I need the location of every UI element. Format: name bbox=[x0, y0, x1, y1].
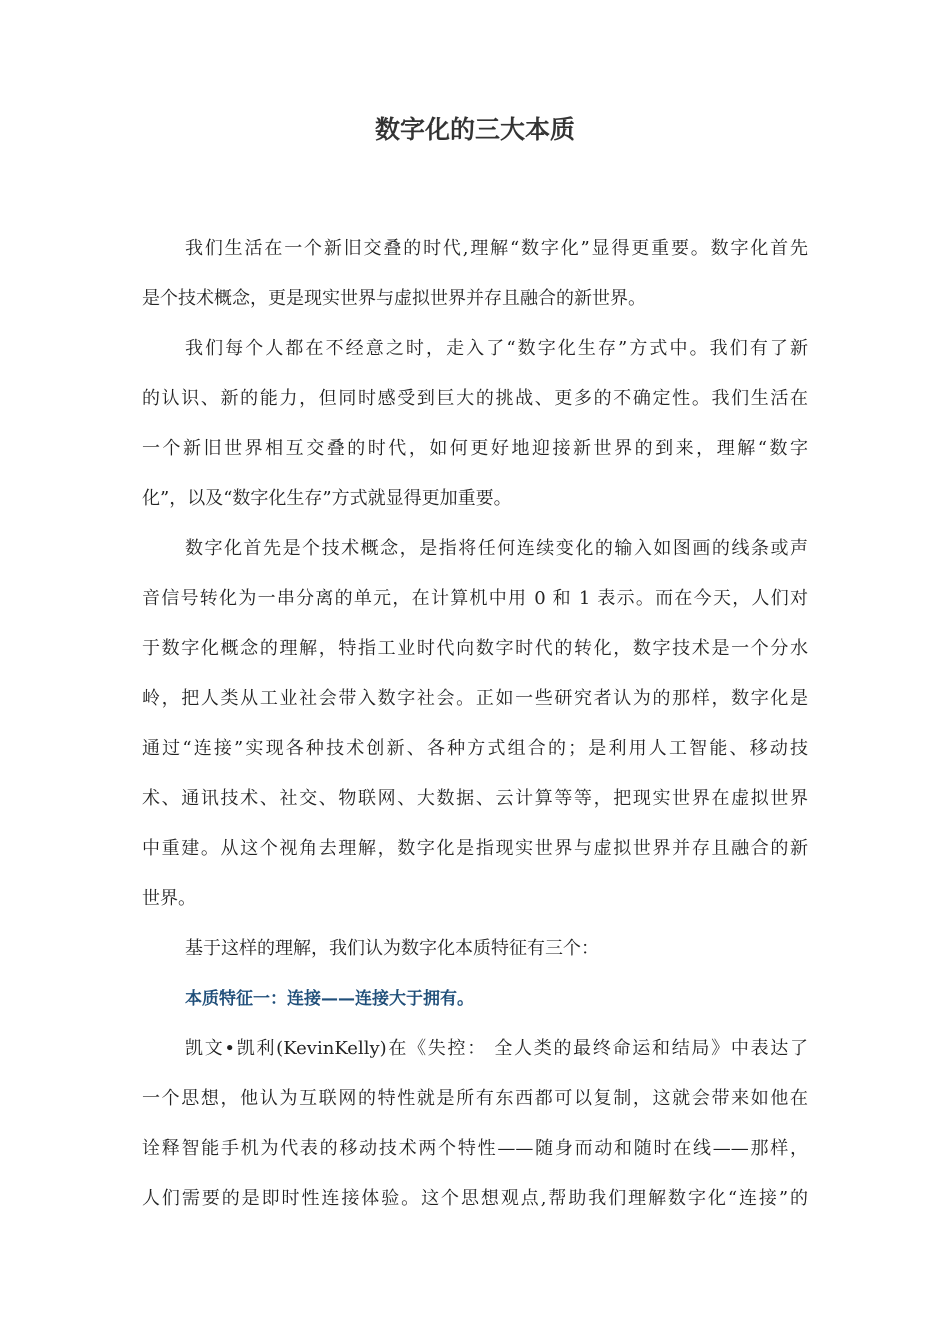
text-line: 是个技术概念，更是现实世界与虚拟世界并存且融合的新世界。 bbox=[142, 288, 646, 309]
text-line: 音信号转化为一串分离的单元，在计算机中用 0 和 1 表示。而在今天，人们对 bbox=[142, 588, 808, 609]
section-heading: 本质特征一：连接——连接大于拥有。 bbox=[185, 989, 474, 1009]
text-line: 人们需要的是即时性连接体验。这个思想观点,帮助我们理解数字化“连接”的 bbox=[142, 1188, 808, 1209]
text-line: 诠释智能手机为代表的移动技术两个特性——随身而动和随时在线——那样， bbox=[142, 1138, 808, 1159]
text-line: 凯文•凯利(KevinKelly)在《失控： 全人类的最终命运和结局》中表达了 bbox=[185, 1038, 808, 1059]
text-line: 的认识、新的能力，但同时感受到巨大的挑战、更多的不确定性。我们生活在 bbox=[142, 388, 808, 409]
text-line: 一个思想，他认为互联网的特性就是所有东西都可以复制，这就会带来如他在 bbox=[142, 1088, 808, 1109]
text-line: 我们每个人都在不经意之时，走入了“数字化生存”方式中。我们有了新 bbox=[185, 338, 808, 359]
text-line: 世界。 bbox=[142, 888, 196, 909]
document-body bbox=[142, 224, 808, 1224]
text-line: 我们生活在一个新旧交叠的时代,理解“数字化”显得更重要。数字化首先 bbox=[185, 238, 808, 259]
text-line: 基于这样的理解，我们认为数字化本质特征有三个： bbox=[185, 938, 599, 959]
text-line: 一个新旧世界相互交叠的时代，如何更好地迎接新世界的到来，理解“数字 bbox=[142, 438, 808, 459]
text-line: 于数字化概念的理解，特指工业时代向数字时代的转化，数字技术是一个分水 bbox=[142, 638, 808, 659]
text-line: 岭，把人类从工业社会带入数字社会。正如一些研究者认为的那样，数字化是 bbox=[142, 688, 808, 709]
text-line: 化”，以及“数字化生存”方式就显得更加重要。 bbox=[142, 488, 512, 509]
text-line: 数字化首先是个技术概念，是指将任何连续变化的输入如图画的线条或声 bbox=[185, 538, 808, 559]
text-line: 术、通讯技术、社交、物联网、大数据、云计算等等，把现实世界在虚拟世界 bbox=[142, 788, 808, 809]
page-title: 数字化的三大本质 bbox=[374, 115, 575, 144]
text-line: 中重建。从这个视角去理解，数字化是指现实世界与虚拟世界并存且融合的新 bbox=[142, 838, 808, 859]
text-line: 通过“连接”实现各种技术创新、各种方式组合的；是利用人工智能、移动技 bbox=[142, 738, 808, 759]
